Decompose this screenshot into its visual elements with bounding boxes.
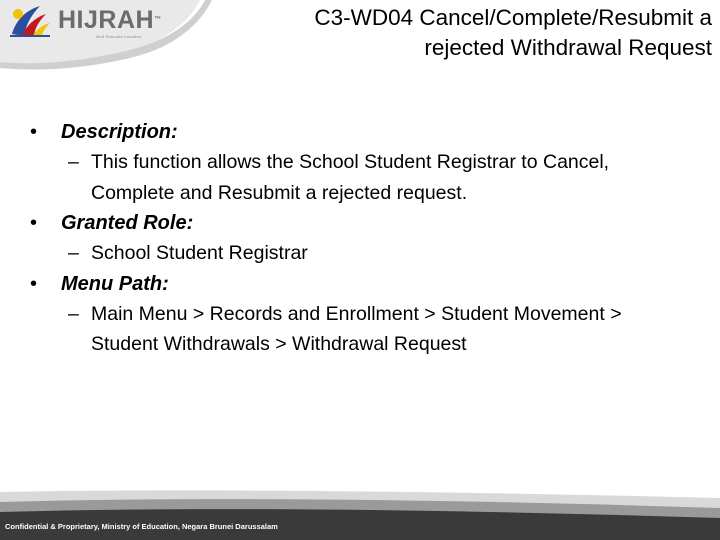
slide-header [0,0,720,72]
footer-swoosh-decoration [0,482,720,540]
dash-marker: – [68,151,79,173]
bullet-marker: • [30,121,38,143]
sub-item-text: School Student Registrar [91,242,308,264]
logo-tagline: Mod Educatia Inmatirer [96,34,142,39]
bullet-heading: Granted Role: [61,212,194,234]
hijrah-logo [4,2,162,42]
dash-marker: – [68,242,79,264]
slide-title [172,3,712,63]
slide-title-line-1: C3-WD04 Cancel/Complete/Resubmit a [314,5,712,30]
bullet-marker: • [30,272,38,295]
sub-item-text: This function allows the School Student Registrar to Cancel, Complete and Resubmit a rejected request. [91,151,610,204]
bullet-heading: Description: [61,121,178,143]
slide-footer [0,482,720,540]
logo-trademark: ™ [154,16,162,23]
slide-body [28,117,698,360]
sub-item [28,147,698,208]
dash-marker: – [68,302,79,325]
bullet-granted-role [28,208,698,238]
sub-item [28,299,698,360]
sub-item-text: Main Menu > Records and Enrollment > Student Movement > Student Withdrawals > Withdrawal Request [91,302,622,355]
slide-title-line-2: rejected Withdrawal Request [424,35,712,60]
bullet-heading: Menu Path: [61,272,169,295]
bullet-description [28,117,698,147]
logo-text: HIJRAH [58,6,155,34]
bullet-marker: • [30,212,38,234]
logo-wordmark [58,6,162,34]
bullet-menu-path [28,269,698,299]
emblem-icon [6,4,52,38]
footer-confidentiality-text: Confidential & Proprietary, Ministry of Education, Negara Brunei Darussalam [5,522,278,531]
sub-item [28,238,698,269]
